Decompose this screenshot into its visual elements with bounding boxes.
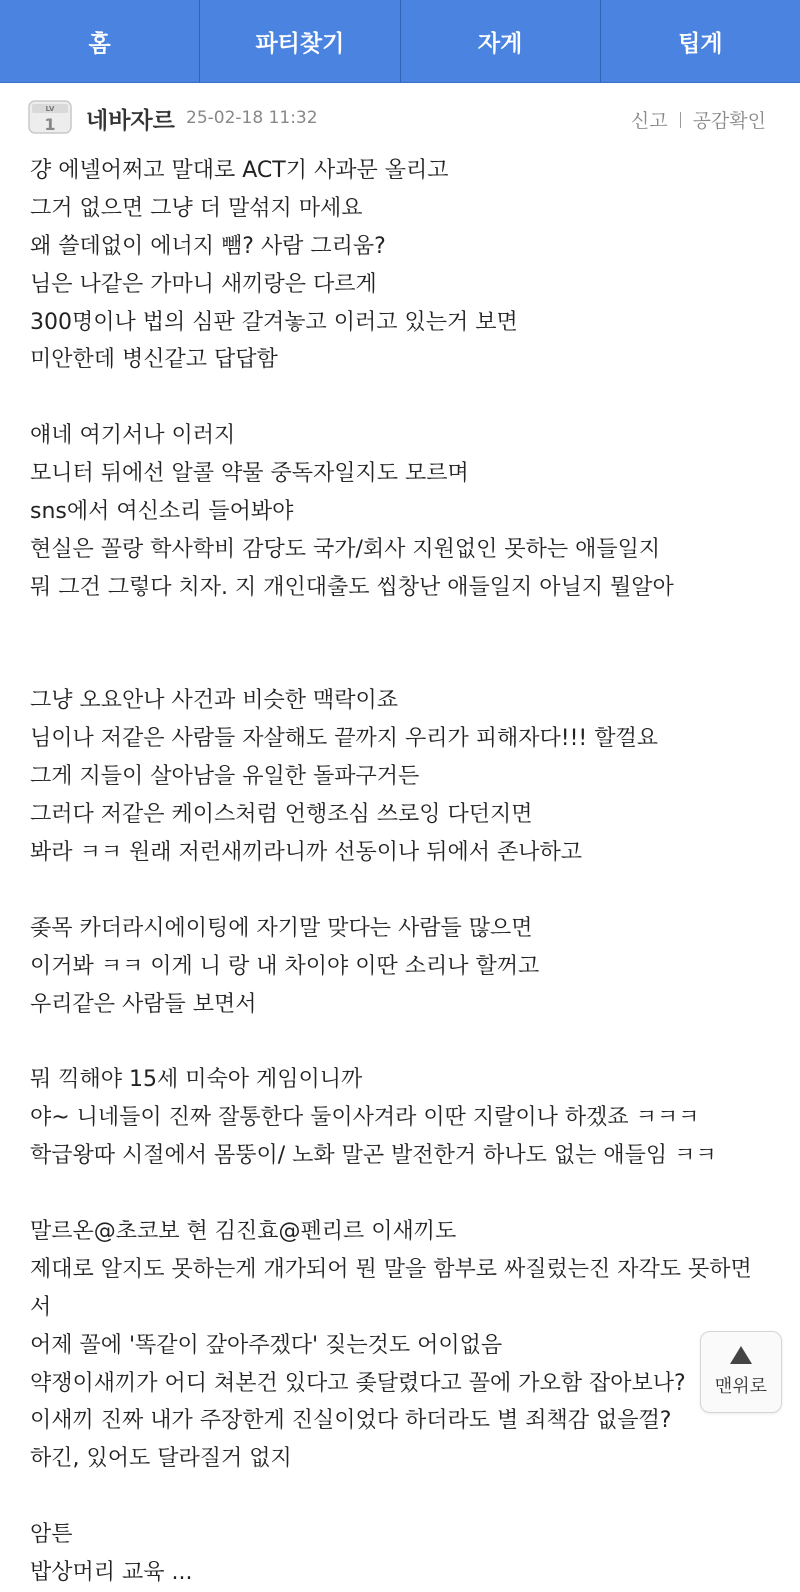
post-line (30, 379, 770, 417)
level-prefix: LV (45, 105, 55, 113)
tab-home[interactable]: 홈 (0, 0, 200, 82)
scroll-to-top-label: 맨위로 (714, 1376, 768, 1397)
post-line: 제대로 알지도 못하는게 개가되어 뭔 말을 함부로 싸질렀는진 자각도 못하면 (30, 1256, 752, 1282)
post-line: 뭐 그건 그렇다 치자. 지 개인대출도 씹창난 애들일지 아닐지 뭘알아 (30, 574, 674, 600)
post-line: 우리같은 사람들 보면서 (30, 991, 257, 1017)
post-line (30, 1175, 770, 1213)
post-actions (631, 106, 766, 133)
post-line: 봐라 ㅋㅋ 원래 저런새끼라니까 선동이나 뒤에서 존나하고 (30, 840, 583, 866)
arrow-up-icon (730, 1346, 752, 1364)
post-header (0, 96, 800, 142)
scroll-to-top-button[interactable] (700, 1331, 782, 1413)
tab-tip-board[interactable]: 팁게 (678, 30, 723, 57)
post-line (30, 645, 770, 683)
post-line: 왜 쓸데없이 에너지 뺌? 사람 그리움? (30, 233, 386, 259)
post-line: 그게 지들이 살아남을 유일한 돌파구거든 (30, 764, 420, 790)
post-line (30, 872, 770, 910)
post-line: 서 (30, 1294, 52, 1320)
post-line (30, 1023, 770, 1061)
post-line: 이거봐 ㅋㅋ 이게 니 랑 내 차이야 이딴 소리나 할꺼고 (30, 953, 540, 979)
post-line: sns에서 여신소리 들어봐야 (30, 499, 294, 525)
post-line: 모니터 뒤에선 알콜 약물 중독자일지도 모르며 (30, 461, 469, 487)
post-line: 말르온@초코보 현 김진효@펜리르 이새끼도 (30, 1218, 457, 1244)
level-number: 1 (44, 115, 56, 134)
post-line: 얘네 여기서나 이러지 (30, 423, 236, 449)
post-line: 그거 없으면 그냥 더 말섞지 마세요 (30, 195, 363, 221)
post-line: 님은 나같은 가마니 새끼랑은 다르게 (30, 271, 377, 297)
post-line: 300명이나 법의 심판 갈겨놓고 이러고 있는거 보면 (30, 309, 518, 335)
post-line: 미안한데 병신같고 답답함 (30, 347, 278, 373)
report-link[interactable]: 신고 (630, 110, 668, 132)
tab-free-board[interactable]: 자게 (401, 0, 601, 82)
tab-party-finder[interactable]: 파티찾기 (200, 0, 400, 82)
divider (680, 112, 681, 128)
post-line: 좆목 카더라시에이팅에 자기말 맞다는 사람들 많으면 (30, 915, 533, 941)
post-body (30, 152, 770, 1592)
author-name[interactable]: 네바자르 (86, 108, 175, 134)
post-line: 그냥 오요안나 사건과 비슷한 맥락이죠 (30, 688, 399, 714)
top-navigation (0, 0, 800, 83)
post-line (30, 1478, 770, 1516)
post-line: 님이나 저같은 사람들 자살해도 끝까지 우리가 피해자다!!! 할껄요 (30, 726, 658, 752)
post-line (30, 607, 770, 645)
post-line: 이새끼 진짜 내가 주장한게 진실이었다 하더라도 별 죄책감 없을껄? (30, 1408, 672, 1434)
post-line: 학급왕따 시절에서 몸뚱이/ 노화 말곤 발전한거 하나도 없는 애들임 ㅋㅋ (30, 1143, 717, 1169)
post-line: 현실은 꼴랑 학사학비 감당도 국가/회사 지원없인 못하는 애들일지 (30, 536, 661, 562)
post-line: 암튼 (30, 1522, 73, 1548)
post-line: 걍 에넬어쩌고 말대로 ACT기 사과문 올리고 (30, 158, 449, 183)
post-line: 뭐 끽해야 15세 미숙아 게임이니까 (30, 1067, 363, 1093)
post-line: 밥상머리 교육 ... (30, 1559, 193, 1585)
post-line: 약쟁이새끼가 어디 쳐본건 있다고 좆달렸다고 꼴에 가오함 잡아보나? (30, 1370, 686, 1396)
post-line: 하긴, 있어도 달라질거 없지 (30, 1446, 292, 1472)
likes-link[interactable]: 공감확인 (692, 110, 766, 132)
level-badge-icon (28, 100, 72, 134)
post-line: 야~ 니네들이 진짜 잘통한다 둘이사겨라 이딴 지랄이나 하겠죠 ㅋㅋㅋ (30, 1105, 700, 1131)
post-timestamp: 25-02-18 11:32 (186, 108, 318, 128)
post-line: 그러다 저같은 케이스처럼 언행조심 쓰로잉 다던지면 (30, 802, 533, 828)
post-line: 어제 꼴에 '똑같이 갚아주겠다' 짖는것도 어이없음 (30, 1332, 503, 1358)
